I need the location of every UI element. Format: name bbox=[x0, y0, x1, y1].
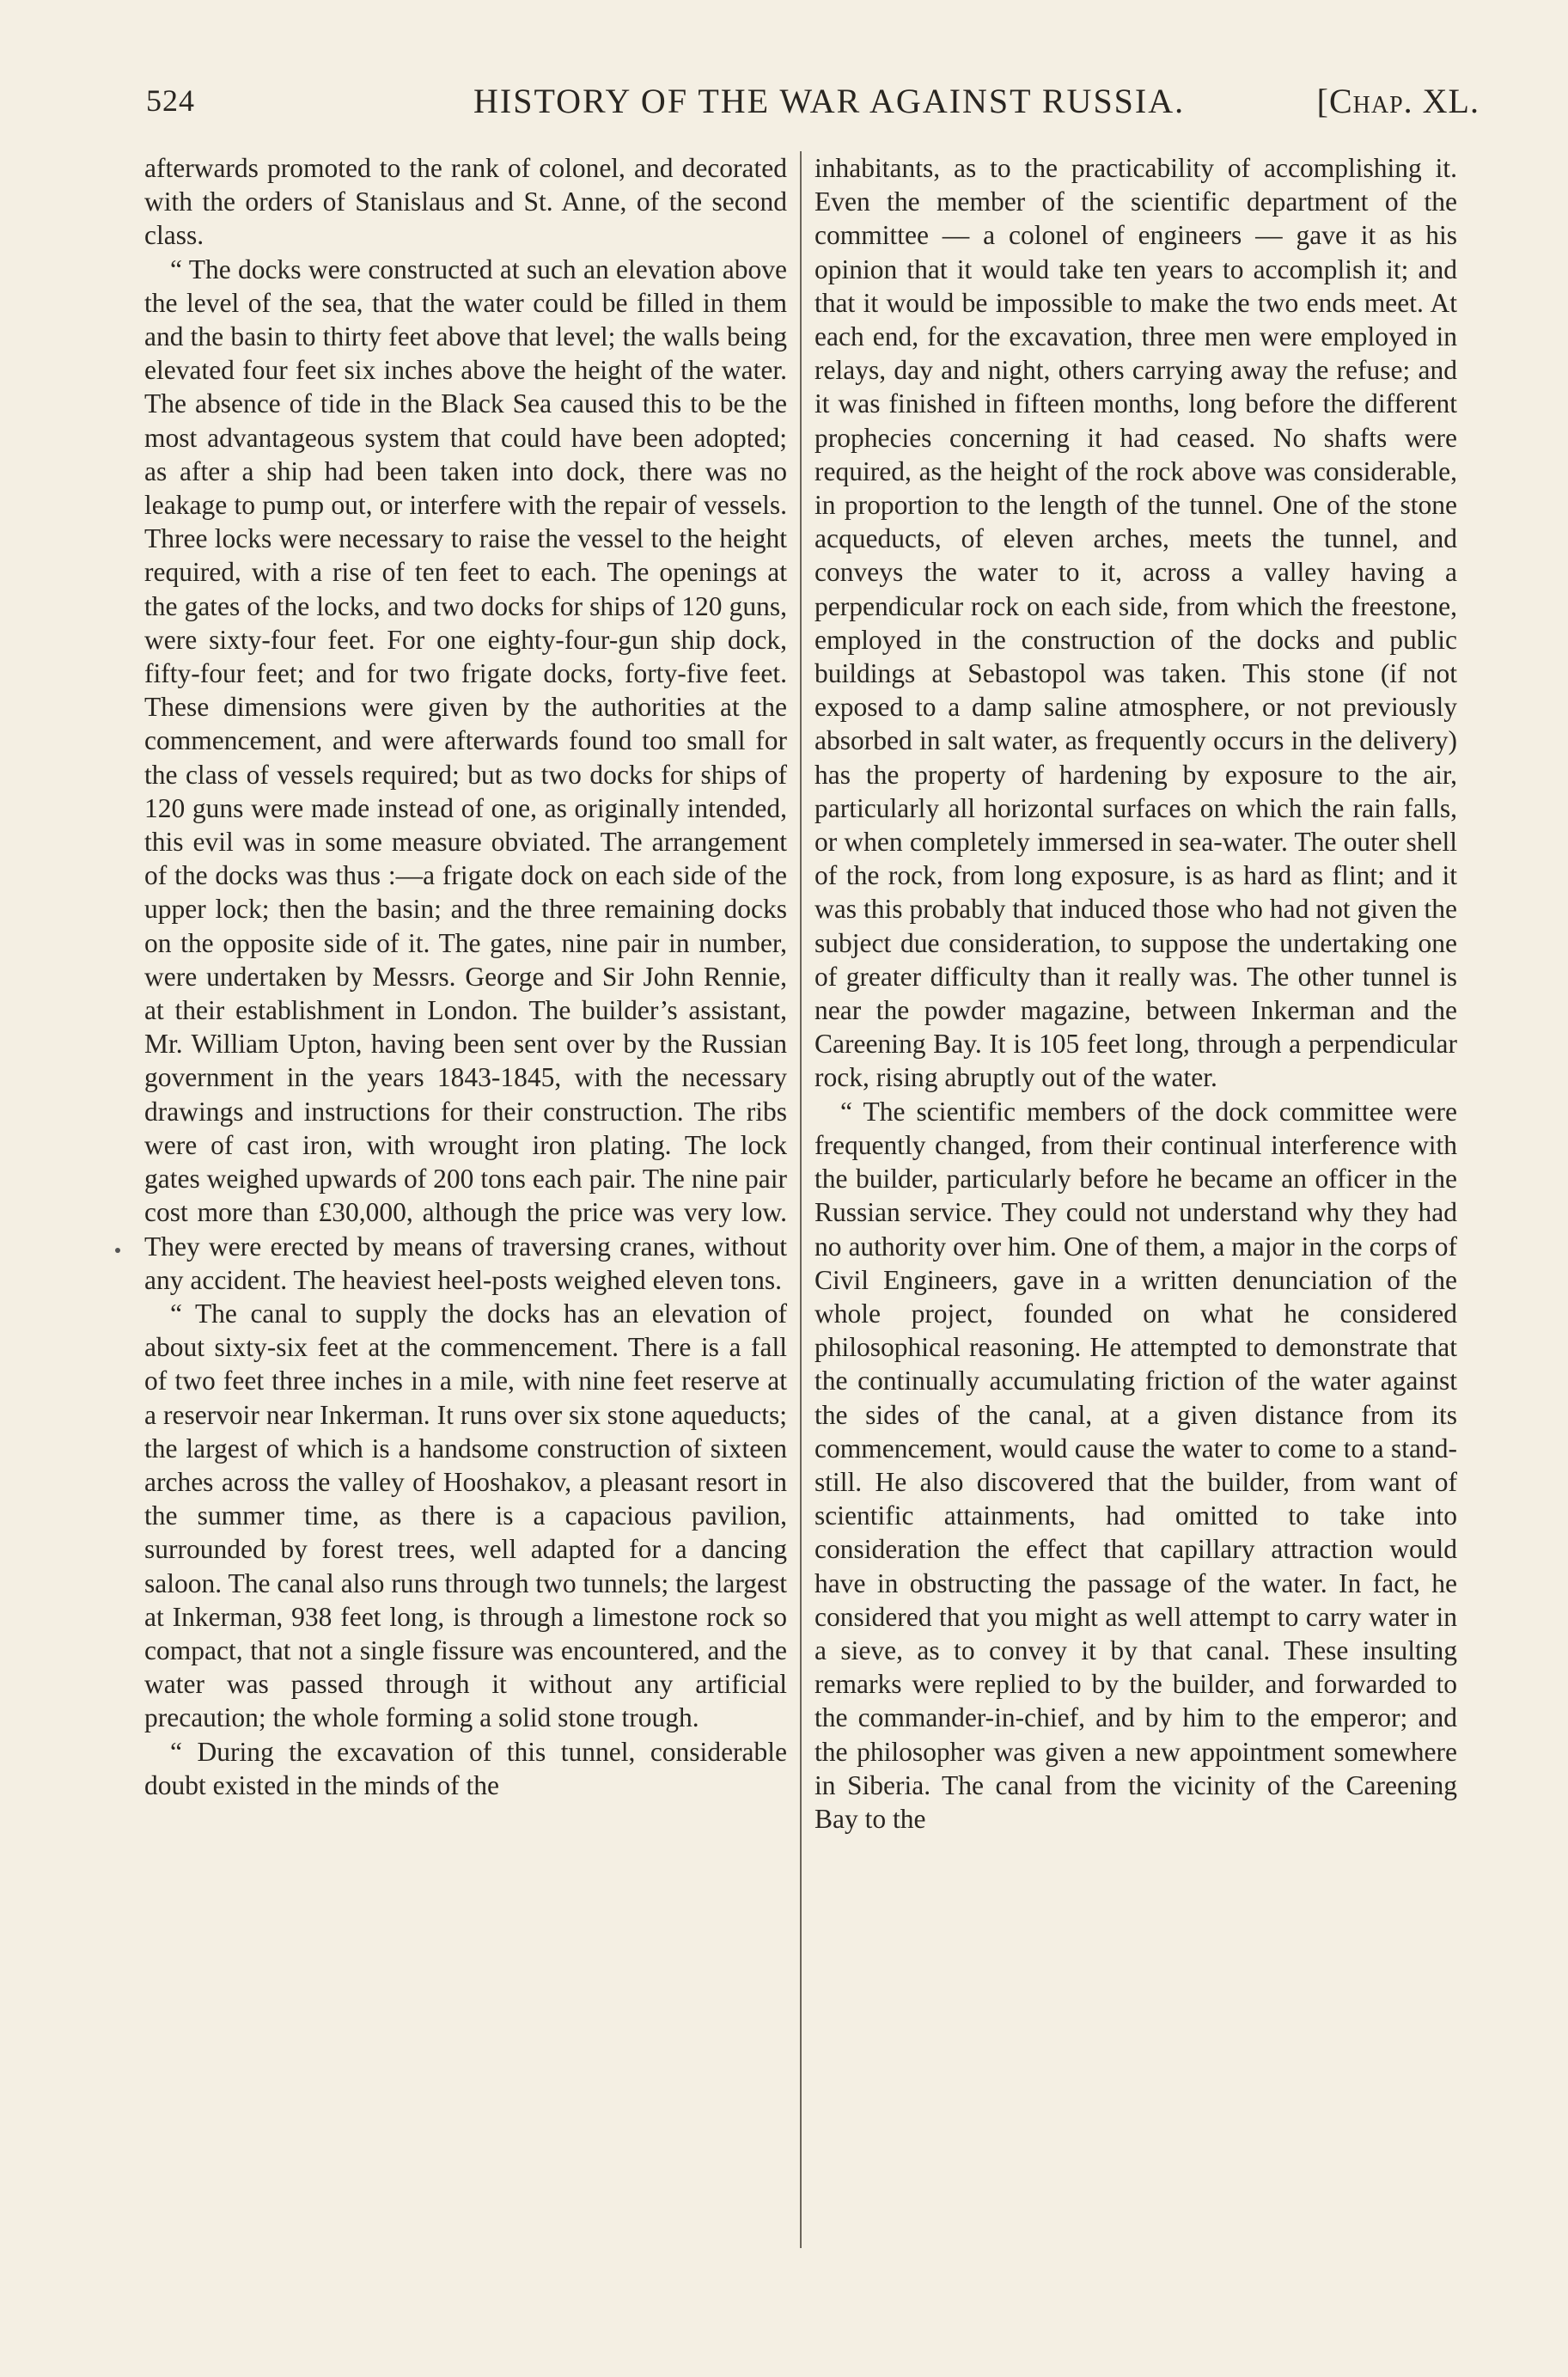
left-column bbox=[144, 151, 787, 1802]
margin-mark bbox=[115, 1248, 120, 1253]
chapter-label: [Chap. XL. bbox=[1316, 82, 1480, 120]
paragraph: inhabitants, as to the practicability of accomplishing it. Even the member of the scientific department of the committee — a colonel of engineers — gave it as his opinion that it would take ten years to accomplish it; and that it would be impossible to make the two ends meet. At each end, for the excavation, three men were employed in relays, day and night, others carrying away the refuse; and it was finished in fifteen months, long before the different prophecies concerning it had ceased. No shafts were required, as the height of the rock above was considerable, in proportion to the length of the tunnel. One of the stone acqueducts, of eleven arches, meets the tunnel, and conveys the water to it, across a valley having a perpendicular rock on each side, from which the freestone, employed in the construction of the docks and public buildings at Sebastopol was taken. This stone (if not exposed to a damp saline atmosphere, or not previously absorbed in salt water, as frequently occurs in the delivery) has the property of hardening by exposure to the air, particularly all horizontal surfaces on which the rain falls, or when completely immersed in sea-water. The outer shell of the rock, from long exposure, is as hard as flint; and it was this probably that induced those who had not given the subject due consideration, to suppose the undertaking one of greater difficulty than it really was. The other tunnel is near the powder magazine, between Inkerman and the Careening Bay. It is 105 feet long, through a perpendicular rock, rising abruptly out of the water. bbox=[815, 153, 1457, 1093]
running-title: HISTORY OF THE WAR AGAINST RUSSIA. bbox=[473, 82, 1186, 120]
paragraph: “ The scientific members of the dock committee were frequently changed, from their continual interference with the builder, particularly before he became an officer in the Russian service. They could not understand why they had no authority over him. One of them, a major in the corps of Civil Engineers, gave in a written denunciation of the whole project, founded on what he considered philosophical reasoning. He attempted to demonstrate that the continually accumulating friction of the water against the sides of the canal, at a given distance from its commencement, would cause the water to come to a stand-still. He also discovered that the builder, from want of scientific attainments, had omitted to take into consideration the effect that capillary attraction would have in obstructing the passage of the water. In fact, he considered that you might as well attempt to carry water in a sieve, as to convey it by that canal. These insulting remarks were replied to by the builder, and forwarded to the commander-in-chief, and by him to the emperor; and the philosopher was given a new appointment somewhere in Siberia. The canal from the vicinity of the Careening Bay to the bbox=[815, 1096, 1457, 1834]
right-column bbox=[815, 151, 1457, 1836]
page-header bbox=[143, 76, 1480, 127]
page-number: 524 bbox=[146, 83, 195, 118]
paragraph: afterwards promoted to the rank of colonel, and decorated with the orders of Stanislaus and St. Anne, of the second class. bbox=[144, 153, 787, 251]
paragraph: “ The docks were constructed at such an elevation above the level of the sea, that the water could be filled in them and the basin to thirty feet above that level; the walls being elevated four feet six inches above the height of the water. The absence of tide in the Black Sea caused this to be the most advantageous system that could have been adopted; as after a ship had been taken into dock, there was no leakage to pump out, or interfere with the repair of vessels. Three locks were necessary to raise the vessel to the height required, with a rise of ten feet to each. The openings at the gates of the locks, and two docks for ships of 120 guns, were sixty-four feet. For one eighty-four-gun ship dock, fifty-four feet; and for two frigate docks, forty-five feet. These dimensions were given by the authorities at the commencement, and were afterwards found too small for the class of vessels required; but as two docks for ships of 120 guns were made instead of one, as originally intended, this evil was in some measure obviated. The arrangement of the docks was thus :—a frigate dock on each side of the upper lock; then the basin; and the three remaining docks on the opposite side of it. The gates, nine pair in number, were undertaken by Messrs. George and Sir John Rennie, at their establishment in London. The builder’s assistant, Mr. William Upton, having been sent over by the Russian government in the years 1843-1845, with the necessary drawings and instructions for their construction. The ribs were of cast iron, with wrought iron plating. The lock gates weighed upwards of 200 tons each pair. The nine pair cost more than £30,000, although the price was very low. They were erected by means of traversing cranes, without any accident. The heaviest heel-posts weighed eleven tons. bbox=[144, 254, 787, 1295]
paragraph: “ During the excavation of this tunnel, considerable doubt existed in the minds of the bbox=[144, 1736, 787, 1800]
column-divider bbox=[800, 151, 802, 2248]
paragraph: “ The canal to supply the docks has an elevation of about sixty-six feet at the commencement. There is a fall of two feet three inches in a mile, with nine feet reserve at a reservoir near Inkerman. It runs over six stone aqueducts; the largest of which is a handsome construction of sixteen arches across the valley of Hooshakov, a pleasant resort in the summer time, as there is a capacious pavilion, surrounded by forest trees, well adapted for a dancing saloon. The canal also runs through two tunnels; the largest at Inkerman, 938 feet long, is through a limestone rock so compact, that not a single fissure was encountered, and the water was passed through it without any artificial precaution; the whole forming a solid stone trough. bbox=[144, 1298, 787, 1733]
